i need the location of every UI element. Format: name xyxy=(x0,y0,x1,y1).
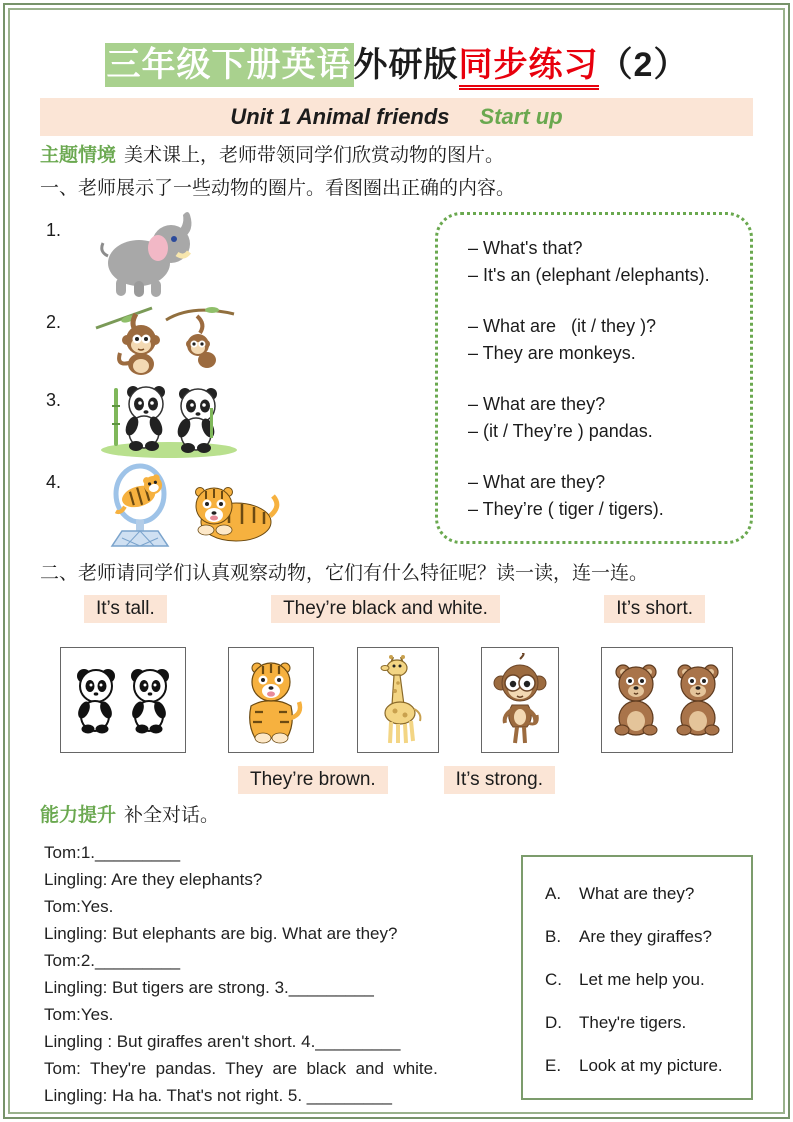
dialogue-line: Lingling: But tigers are strong. 3._________ xyxy=(44,978,374,997)
picture-item-pandas xyxy=(40,378,435,460)
dialogue-line: Tom: They're pandas. They are black and white. xyxy=(44,1059,438,1078)
unit-title: Unit 1 Animal friends xyxy=(230,104,450,129)
option-a xyxy=(545,883,743,904)
dialogue-line: Tom:1._________ xyxy=(44,843,181,862)
card-tiger xyxy=(228,647,314,753)
tiger-illustration xyxy=(235,654,307,746)
theme-line xyxy=(40,142,753,169)
qa-answer: – They are monkeys. xyxy=(468,343,636,363)
picture-item-monkeys xyxy=(40,300,435,378)
tigers-illustration xyxy=(94,460,280,548)
feature-chips-top xyxy=(40,595,753,623)
item-number: 1. xyxy=(46,220,62,240)
qa-answer: – (it / They’re ) pandas. xyxy=(468,421,653,441)
completion-exercise xyxy=(40,839,753,1109)
option-key: C. xyxy=(545,970,562,989)
section-two-heading: 二、老师请同学们认真观察动物，它们有什么特征呢？读一读，连一连。 xyxy=(40,563,649,584)
qa-question: – What are they? xyxy=(468,472,606,492)
pandas-illustration xyxy=(94,378,244,458)
qa-group-4 xyxy=(468,469,742,523)
dialogue-line: Tom:2._________ xyxy=(44,951,181,970)
chip-its-short: It’s short. xyxy=(604,595,705,623)
card-giraffe xyxy=(357,647,439,753)
option-key: A. xyxy=(545,884,562,903)
qa-group-3 xyxy=(468,391,742,445)
option-key: D. xyxy=(545,1013,562,1032)
title-exercise-red: 同步练习 xyxy=(459,46,599,90)
ability-line xyxy=(40,802,753,829)
giraffe-illustration xyxy=(367,653,429,747)
exercise-one xyxy=(40,208,753,548)
item-number: 2. xyxy=(46,312,62,332)
option-key: E. xyxy=(545,1056,562,1075)
chip-theyre-brown: They’re brown. xyxy=(238,766,388,794)
picture-item-tigers xyxy=(40,460,435,548)
chip-its-strong: It’s strong. xyxy=(444,766,555,794)
theme-text: 美术课上，老师带领同学们欣赏动物的图片。 xyxy=(124,145,505,166)
option-e xyxy=(545,1055,743,1076)
pandas-pair-illustration xyxy=(67,658,179,742)
bears-pair-illustration xyxy=(607,658,727,742)
theme-label: 主题情境 xyxy=(40,145,117,166)
title-publisher: 外研版 xyxy=(353,46,459,84)
option-b xyxy=(545,926,743,947)
animal-cards xyxy=(40,647,753,753)
ability-label: 能力提升 xyxy=(40,805,117,826)
item-number: 4. xyxy=(46,472,62,492)
monkeys-illustration xyxy=(94,300,236,376)
dialogue-column xyxy=(40,839,521,1109)
feature-chips-bottom xyxy=(40,766,753,794)
qa-question: – What's that? xyxy=(468,238,583,258)
option-text: Look at my picture. xyxy=(579,1056,723,1075)
elephant-illustration xyxy=(94,208,202,298)
section-one-heading: 一、老师展示了一些动物的圈片。看图圈出正确的内容。 xyxy=(40,178,516,199)
qa-group-2 xyxy=(468,313,742,367)
qa-answer: – It's an (elephant /elephants). xyxy=(468,265,710,285)
answer-options-box xyxy=(521,855,753,1100)
option-text: They're tigers. xyxy=(579,1013,687,1032)
picture-item-elephant xyxy=(40,208,435,300)
dialogue-line: Tom:Yes. xyxy=(44,897,114,916)
qa-question: – What are (it / they )? xyxy=(468,316,657,336)
qa-group-1 xyxy=(468,235,742,289)
card-monkey xyxy=(481,647,559,753)
dialogue-box xyxy=(435,212,753,544)
option-c xyxy=(545,969,743,990)
card-pandas xyxy=(60,647,186,753)
dialogue-line: Lingling: Ha ha. That's not right. 5. _________ xyxy=(44,1086,392,1105)
page-content xyxy=(12,12,781,1110)
item-number: 3. xyxy=(46,390,62,410)
unit-banner xyxy=(40,98,753,136)
qa-question: – What are they? xyxy=(468,394,606,414)
option-d xyxy=(545,1012,743,1033)
dialogue-line: Tom:Yes. xyxy=(44,1005,114,1024)
unit-start-up-tag: Start up xyxy=(479,104,563,129)
dialogue-line: Lingling: Are they elephants? xyxy=(44,870,263,889)
dialogue-line: Lingling: But elephants are big. What are they? xyxy=(44,924,398,943)
exercise-one-pictures xyxy=(40,208,435,548)
page-title xyxy=(40,42,753,88)
option-key: B. xyxy=(545,927,562,946)
ability-instruction: 补全对话。 xyxy=(124,805,220,826)
qa-answer: – They’re ( tiger / tigers). xyxy=(468,499,664,519)
chip-its-tall: It’s tall. xyxy=(84,595,167,623)
dialogue-line: Lingling : But giraffes aren't short. 4._________ xyxy=(44,1032,401,1051)
title-number: （2） xyxy=(598,46,689,84)
option-text: Are they giraffes? xyxy=(579,927,712,946)
option-text: Let me help you. xyxy=(579,970,705,989)
option-text: What are they? xyxy=(579,884,695,903)
title-grade-highlight: 三年级下册英语 xyxy=(105,43,354,87)
card-bears xyxy=(601,647,733,753)
chip-black-and-white: They’re black and white. xyxy=(271,595,500,623)
monkey-illustration xyxy=(487,653,553,747)
